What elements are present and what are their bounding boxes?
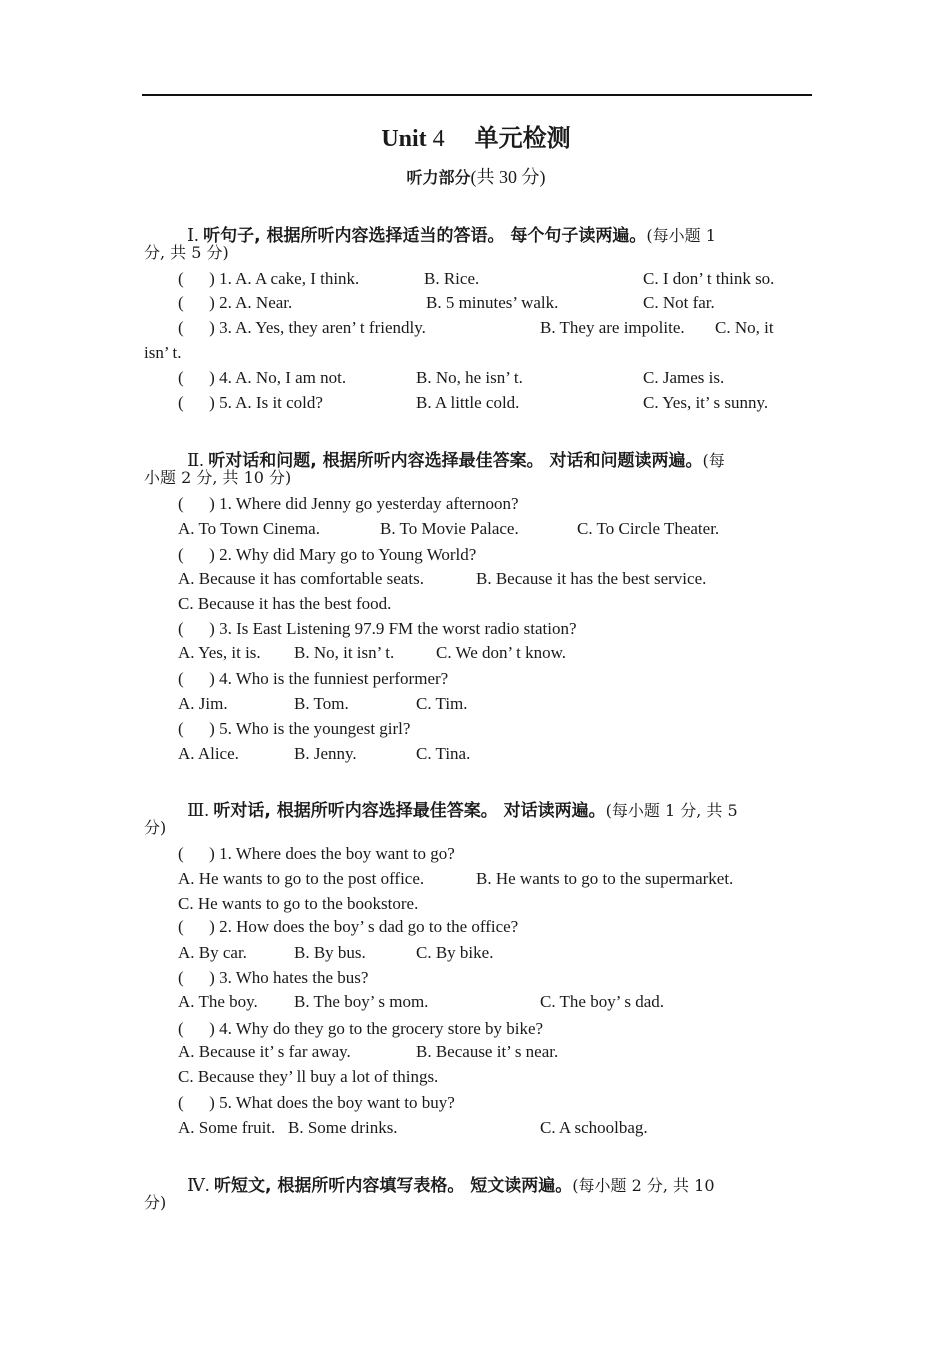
s2-q1-option-a: A. To Town Cinema. bbox=[178, 519, 320, 538]
s1-q4-option-c: C. James is. bbox=[643, 368, 725, 387]
s1-q3-option-c-wrap: isn’ t. bbox=[144, 343, 182, 362]
s2-q4-stem: ( ) 4. Who is the funniest performer? bbox=[178, 669, 449, 688]
s2-q5-stem: ( ) 5. Who is the youngest girl? bbox=[178, 719, 411, 738]
s3-q5-option-c: C. A schoolbag. bbox=[540, 1118, 648, 1137]
section-1-roman: Ⅰ. bbox=[187, 225, 204, 245]
s1-q2-stem: ( ) 2. A. Near. bbox=[178, 293, 293, 312]
section-2-score: (每 bbox=[702, 451, 725, 470]
s1-q3-option-c: C. No, it bbox=[715, 318, 774, 337]
s1-q3-stem: ( ) 3. A. Yes, they aren’ t friendly. bbox=[178, 318, 426, 337]
s2-q5-option-a: A. Alice. bbox=[178, 744, 239, 763]
section-2-heading bbox=[178, 433, 725, 470]
section-4-score: (每小题 2 分, 共 10 bbox=[572, 1176, 715, 1195]
section-2-heading-wrap: 小题 2 分, 共 10 分) bbox=[144, 468, 292, 487]
s2-q3-option-a: A. Yes, it is. bbox=[178, 643, 261, 662]
s2-q2-option-a: A. Because it has comfortable seats. bbox=[178, 569, 424, 588]
s1-q5-option-c: C. Yes, it’ s sunny. bbox=[643, 393, 769, 412]
s1-q2-option-c: C. Not far. bbox=[643, 293, 715, 312]
section-1-heading-wrap: 分, 共 5 分) bbox=[144, 243, 229, 262]
section-2-roman: Ⅱ. bbox=[187, 450, 209, 470]
s3-q4-option-b: B. Because it’ s near. bbox=[416, 1042, 559, 1061]
s3-q1-stem: ( ) 1. Where does the boy want to go? bbox=[178, 844, 455, 863]
s3-q1-option-a: A. He wants to go to the post office. bbox=[178, 869, 425, 888]
s1-q1-stem: ( ) 1. A. A cake, I think. bbox=[178, 269, 360, 288]
section-4-heading-wrap: 分) bbox=[144, 1193, 167, 1212]
s2-q3-option-b: B. No, it isn’ t. bbox=[294, 643, 395, 662]
s3-q3-option-b: B. The boy’ s mom. bbox=[294, 992, 429, 1011]
subtitle-note: (共 30 分) bbox=[470, 167, 546, 187]
title-unit: Unit bbox=[381, 126, 427, 152]
s2-q5-option-c: C. Tina. bbox=[416, 744, 471, 763]
s3-q2-option-b: B. By bus. bbox=[294, 943, 366, 962]
s2-q1-stem: ( ) 1. Where did Jenny go yesterday afternoon? bbox=[178, 494, 519, 513]
section-4-roman: Ⅳ. bbox=[187, 1175, 214, 1195]
s2-q1-option-b: B. To Movie Palace. bbox=[380, 519, 519, 538]
s2-q3-stem: ( ) 3. Is East Listening 97.9 FM the worst radio station? bbox=[178, 619, 577, 638]
section-3-heading bbox=[178, 783, 738, 820]
s3-q2-stem: ( ) 2. How does the boy’ s dad go to the office? bbox=[178, 917, 519, 936]
s3-q4-option-a: A. Because it’ s far away. bbox=[178, 1042, 351, 1061]
s3-q4-stem: ( ) 4. Why do they go to the grocery store by bike? bbox=[178, 1019, 544, 1038]
s2-q2-stem: ( ) 2. Why did Mary go to Young World? bbox=[178, 545, 477, 564]
page-title bbox=[0, 126, 952, 151]
s2-q4-option-a: A. Jim. bbox=[178, 694, 228, 713]
s2-q3-option-c: C. We don’ t know. bbox=[436, 643, 567, 662]
s3-q5-stem: ( ) 5. What does the boy want to buy? bbox=[178, 1093, 455, 1112]
s2-q1-option-c: C. To Circle Theater. bbox=[577, 519, 720, 538]
section-2-instruction: 听对话和问题, 根据所听内容选择最佳答案。 对话和问题读两遍。 bbox=[208, 451, 703, 471]
section-3-roman: Ⅲ. bbox=[187, 800, 214, 820]
s3-q2-option-a: A. By car. bbox=[178, 943, 247, 962]
section-4-instruction: 听短文, 根据所听内容填写表格。 短文读两遍。 bbox=[213, 1176, 573, 1196]
s2-q2-option-c: C. Because it has the best food. bbox=[178, 594, 392, 613]
s1-q4-option-b: B. No, he isn’ t. bbox=[416, 368, 523, 387]
s3-q3-option-c: C. The boy’ s dad. bbox=[540, 992, 665, 1011]
section-3-score: (每小题 1 分, 共 5 bbox=[605, 801, 738, 820]
s3-q2-option-c: C. By bike. bbox=[416, 943, 494, 962]
subtitle-label: 听力部分 bbox=[406, 168, 471, 187]
header-rule bbox=[142, 94, 812, 96]
s3-q5-option-b: B. Some drinks. bbox=[288, 1118, 398, 1137]
s1-q4-stem: ( ) 4. A. No, I am not. bbox=[178, 368, 347, 387]
section-1-heading bbox=[178, 208, 716, 245]
s3-q3-stem: ( ) 3. Who hates the bus? bbox=[178, 968, 369, 987]
section-3-instruction: 听对话, 根据所听内容选择最佳答案。 对话读两遍。 bbox=[213, 801, 606, 821]
title-chinese: 单元检测 bbox=[474, 124, 571, 152]
section-1-score: (每小题 1 bbox=[646, 226, 716, 245]
page-subtitle bbox=[0, 168, 952, 186]
section-3-heading-wrap: 分) bbox=[144, 818, 167, 837]
s3-q3-option-a: A. The boy. bbox=[178, 992, 258, 1011]
s3-q5-option-a: A. Some fruit. bbox=[178, 1118, 276, 1137]
s1-q3-option-b: B. They are impolite. bbox=[540, 318, 685, 337]
s3-q1-option-c: C. He wants to go to the bookstore. bbox=[178, 894, 419, 913]
s2-q2-option-b: B. Because it has the best service. bbox=[476, 569, 707, 588]
title-number: 4 bbox=[432, 126, 445, 152]
s1-q5-option-b: B. A little cold. bbox=[416, 393, 520, 412]
s3-q4-option-c: C. Because they’ ll buy a lot of things. bbox=[178, 1067, 439, 1086]
s1-q5-stem: ( ) 5. A. Is it cold? bbox=[178, 393, 323, 412]
s3-q1-option-b: B. He wants to go to the supermarket. bbox=[476, 869, 734, 888]
s1-q1-option-c: C. I don’ t think so. bbox=[643, 269, 775, 288]
s1-q2-option-b: B. 5 minutes’ walk. bbox=[426, 293, 559, 312]
s2-q4-option-c: C. Tim. bbox=[416, 694, 468, 713]
s1-q1-option-b: B. Rice. bbox=[424, 269, 480, 288]
section-4-heading bbox=[178, 1158, 715, 1195]
s2-q5-option-b: B. Jenny. bbox=[294, 744, 357, 763]
s2-q4-option-b: B. Tom. bbox=[294, 694, 349, 713]
section-1-instruction: 听句子, 根据所听内容选择适当的答语。 每个句子读两遍。 bbox=[203, 226, 647, 246]
